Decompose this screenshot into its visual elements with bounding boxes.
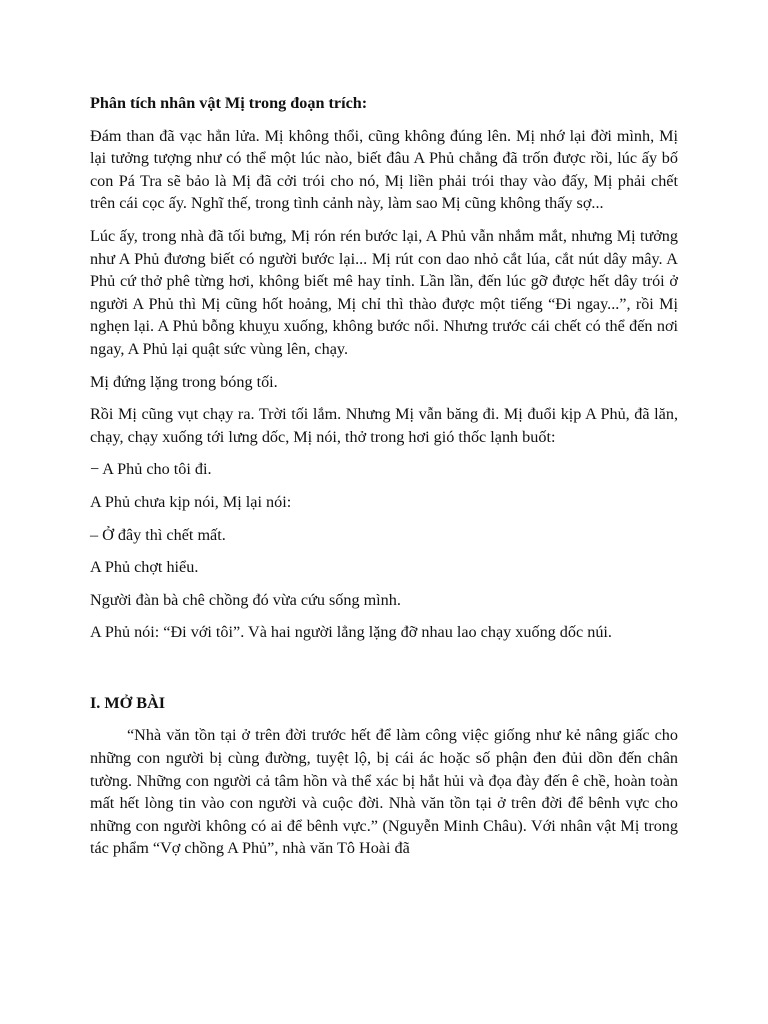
excerpt-dialogue-1: − A Phủ cho tôi đi.	[90, 460, 212, 479]
excerpt-paragraph-8: A Phủ nói: “Đi với tôi”. Và hai người lẳng lặng đỡ nhau lao chạy xuống dốc núi.	[90, 623, 612, 642]
section-title: I. MỞ BÀI	[90, 693, 166, 712]
excerpt-paragraph-6: A Phủ chợt hiểu.	[90, 558, 199, 577]
excerpt-dialogue-2: – Ở đây thì chết mất.	[90, 525, 226, 544]
excerpt-paragraph-1: Đám than đã vạc hẳn lửa. Mị không thổi, cũng không đúng lên. Mị nhớ lại đời mình, Mị lại tưởng tượng như có thể một lúc nào, biết đâu A Phủ chẳng đã trốn được rồi, lúc ấy bố con Pá Tra sẽ bảo là Mị đã cởi trói cho nó, Mị liền phải trói thay vào đấy, Mị phải chết trên cái cọc ấy. Nghĩ thế, trong tình cảnh này, làm sao Mị cũng không thấy sợ...	[90, 126, 678, 213]
excerpt-paragraph-3: Mị đứng lặng trong bóng tối.	[90, 372, 278, 391]
document-heading: Phân tích nhân vật Mị trong đoạn trích:	[90, 94, 368, 112]
document-page	[90, 92, 678, 870]
excerpt-paragraph-7: Người đàn bà chê chồng đó vừa cứu sống mình.	[90, 590, 401, 609]
excerpt-paragraph-4: Rồi Mị cũng vụt chạy ra. Trời tối lắm. Nhưng Mị vẫn băng đi. Mị đuổi kịp A Phủ, đã lăn, chạy, chạy xuống tới lưng dốc, Mị nói, thở trong hơi gió thốc lạnh buốt:	[90, 405, 678, 446]
section-paragraph: “Nhà văn tồn tại ở trên đời trước hết để làm công việc giống như kẻ nâng giấc cho những con người bị cùng đường, tuyệt lộ, bị cái ác hoặc số phận đen đủi dồn đến chân tường. Những con người cả tâm hồn và thể xác bị hắt hủi và đọa đày đến ê chề, hoàn toàn mất hết lòng tin vào con người và cuộc đời. Nhà văn tồn tại ở trên đời để bênh vực cho những con người không có ai để bênh vực.” (Nguyễn Minh Châu). Với nhân vật Mị trong tác phẩm “Vợ chồng A Phủ”, nhà văn Tô Hoài đã	[90, 726, 678, 858]
excerpt-paragraph-5: A Phủ chưa kịp nói, Mị lại nói:	[90, 492, 292, 511]
excerpt-paragraph-2: Lúc ấy, trong nhà đã tối bưng, Mị rón rén bước lại, A Phủ vẫn nhắm mắt, nhưng Mị tưởng như A Phủ đương biết có người bước lại... Mị rút con dao nhỏ cắt lúa, cắt nút dây mây. A Phủ cứ thở phê từng hơi, không biết mê hay tỉnh. Lần lần, đến lúc gỡ được hết dây trói ở người A Phủ thì Mị cũng hốt hoảng, Mị chỉ thì thào được một tiếng “Đi ngay...”, rồi Mị nghẹn lại. A Phủ bỗng khuỵu xuống, không bước nổi. Nhưng trước cái chết có thể đến nơi ngay, A Phủ lại quật sức vùng lên, chạy.	[90, 226, 678, 358]
